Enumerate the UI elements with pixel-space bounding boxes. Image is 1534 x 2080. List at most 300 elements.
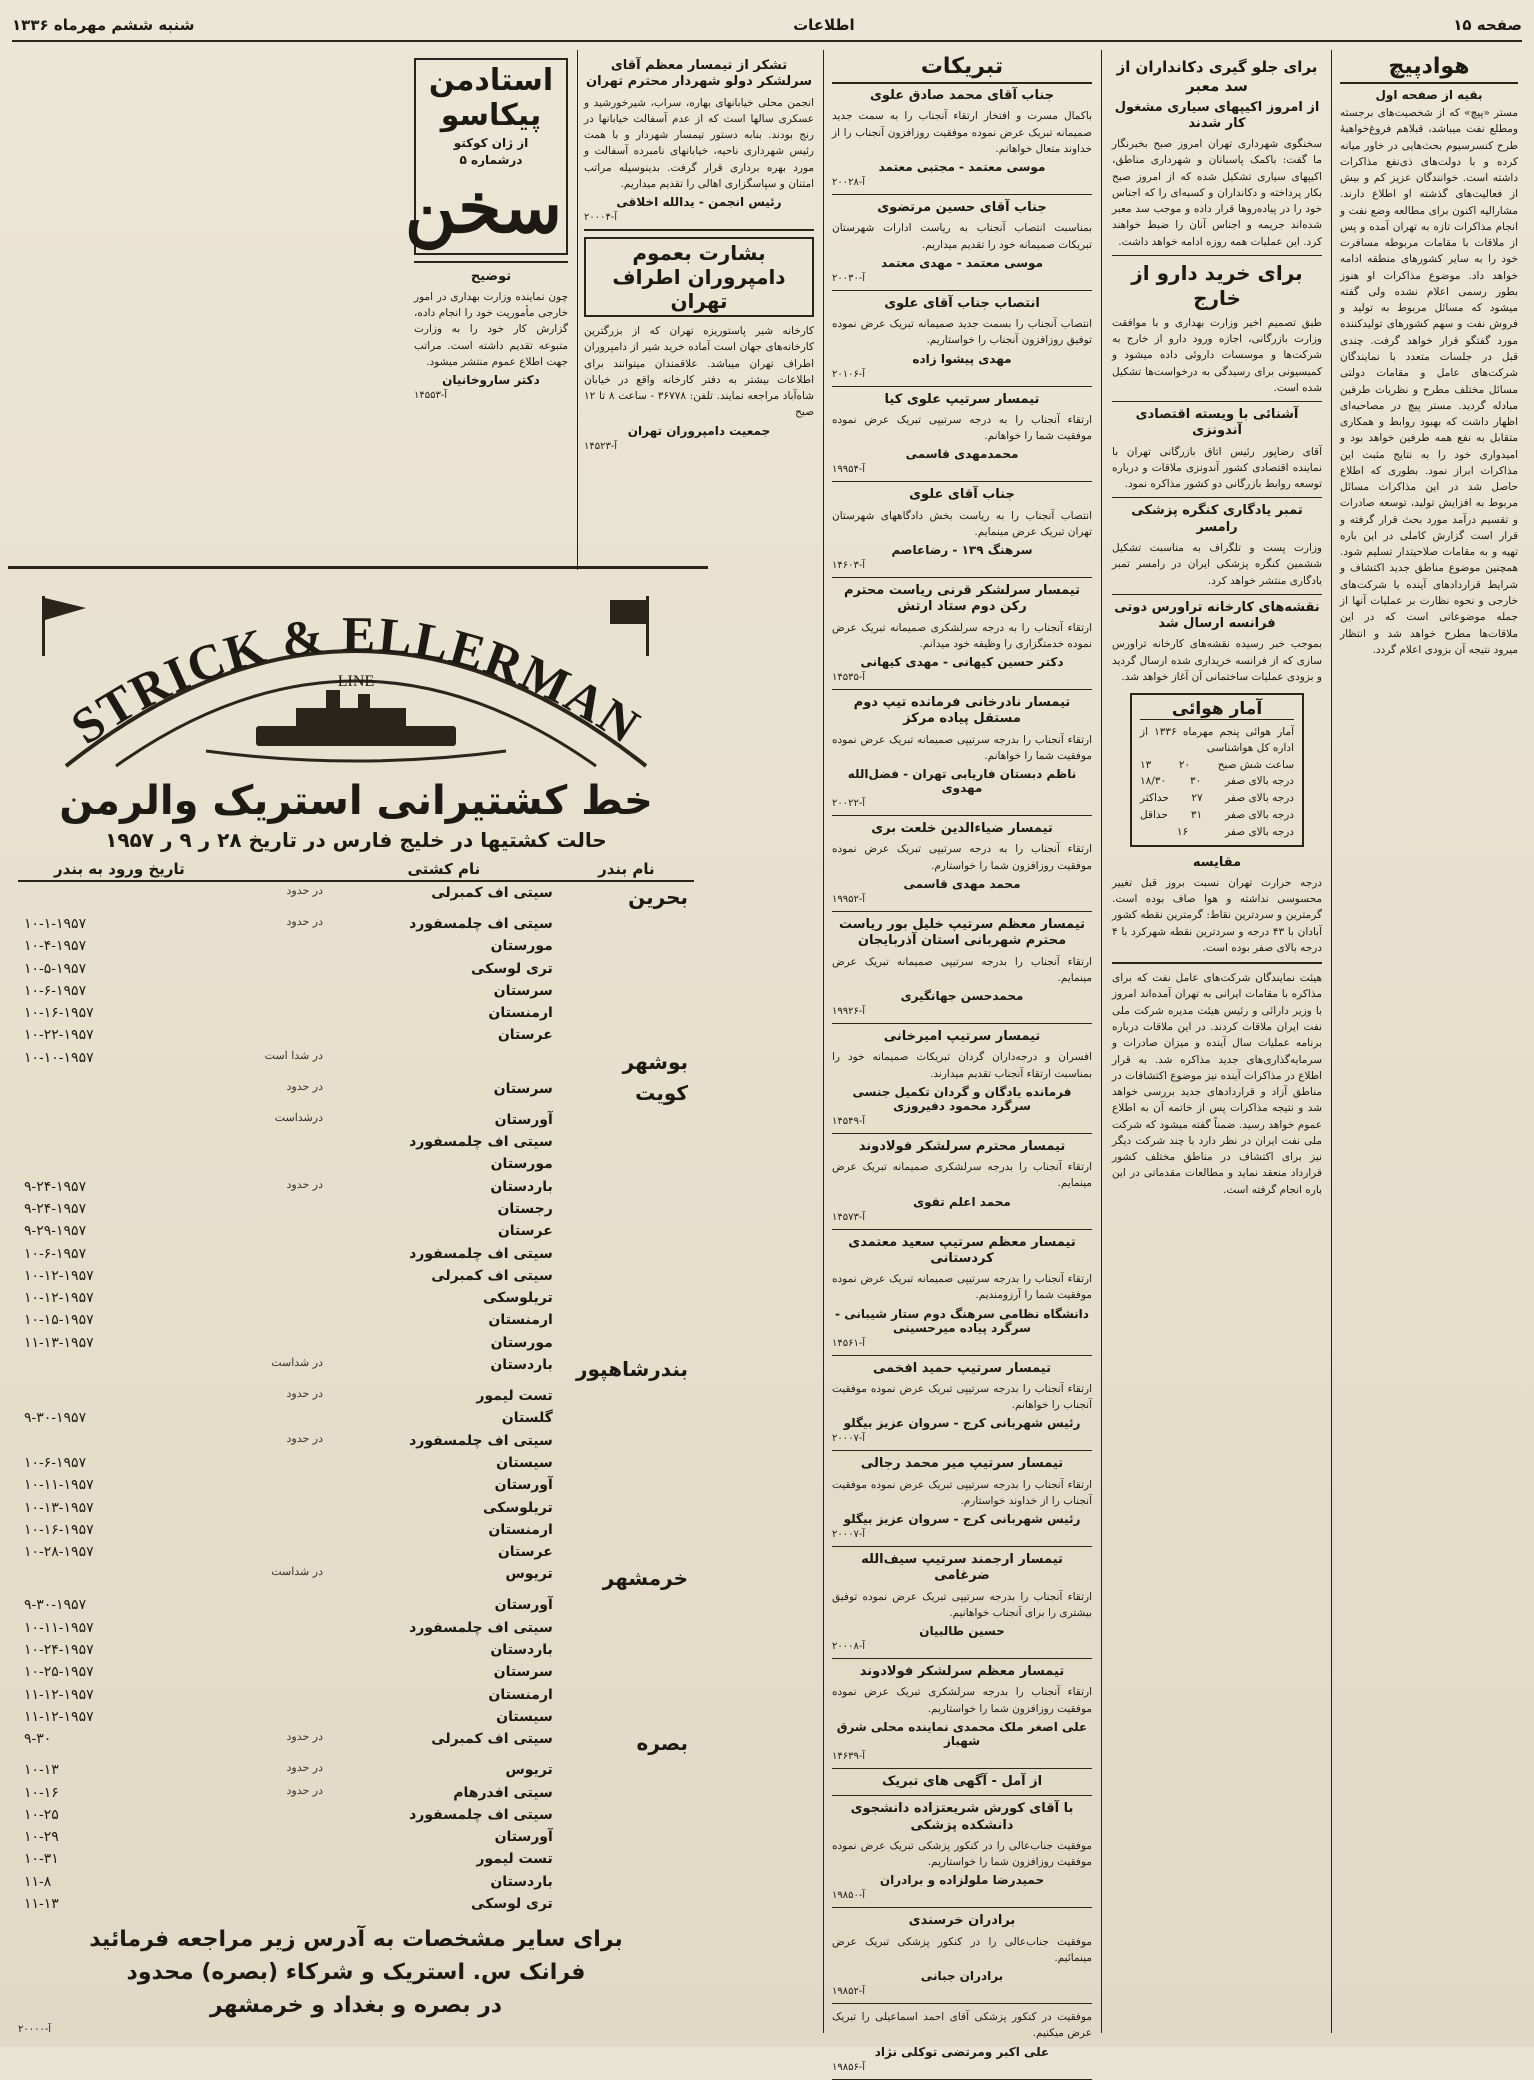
weather-stat-row [1140, 790, 1294, 807]
congrats-headline: جناب آقای حسین مرتضوی [877, 200, 1047, 216]
congrats-body: ارتقاء آنجناب را بدرجه سرتیپی تبریک عرض نموده موفقیت آنجناب را خواهانم. [832, 1382, 1092, 1412]
arrival-note [221, 1617, 329, 1639]
arrival-note: در حدود [286, 1079, 323, 1093]
arrival-note: در شدا است [264, 1048, 323, 1062]
weather-stat-label: درجه بالای صفر [1225, 775, 1294, 788]
congrats-headline: تیمسار سرتیپ حمید افخمی [872, 1360, 1051, 1376]
news-body: درجه حرارت تهران نسبت بروز قبل تغییر محسوسی نداشته و هوا صاف بوده است. گرمترین و سردترین نقاط: گرمترین نقطه کشور آبادان با ۴۳ درجه و سردترین نقطه شهرکرد با ۴ درجه بالای صفر بوده است. [1112, 876, 1322, 954]
weather-stats-intro: آمار هوائی پنجم مهرماه ۱۳۳۶ از اداره کل هواشناسی [1140, 726, 1295, 755]
article-subtitle: بقیه از صفحه اول [1375, 88, 1483, 102]
strick-ellerman-logo [26, 576, 686, 776]
congrats-signature: محمد مهدی قاسمی [903, 877, 1021, 892]
brand-line-label: LINE [337, 673, 375, 690]
congrats-divider [832, 1907, 1092, 1908]
schedule-row [18, 1109, 694, 1131]
arrival-date: ۹-۲۴-۱۹۵۷ [24, 1178, 87, 1195]
port-name [559, 1893, 694, 1915]
ship-name: ارمنستان [488, 1686, 553, 1703]
arrival-date: ۱۰-۵-۱۹۵۷ [24, 960, 87, 977]
congrats-divider [832, 1795, 1092, 1796]
schedule-row [18, 1024, 694, 1046]
sokhan-author: از ژان کوکتو [453, 136, 529, 150]
port-name [559, 935, 694, 957]
arrival-date: ۱۰-۶-۱۹۵۷ [24, 1454, 87, 1471]
congrats-item [832, 88, 1092, 188]
weather-stat-row [1140, 807, 1294, 824]
ship-name: سیتی اف چلمسفورد [409, 1432, 553, 1449]
weather-stat-row [1140, 757, 1294, 774]
congrats-headline: با آقای کورش شریعتزاده دانشجوی دانشکده پزشکی [850, 1801, 1074, 1833]
port-name [559, 1243, 694, 1265]
arrival-note [221, 1198, 329, 1220]
schedule-row [18, 913, 694, 935]
thanks-signature: رئیس انجمن - یدالله اخلاقی [616, 195, 782, 210]
ad-ref: آ-۲۰۰۰۰ [18, 2024, 52, 2036]
port-name [559, 1153, 694, 1175]
schedule-row [18, 1198, 694, 1220]
congrats-headline: تیمسار سرتیپ علوی کیا [884, 391, 1040, 407]
congrats-item [832, 487, 1092, 571]
schedule-row [18, 1782, 694, 1804]
arrival-note: درشداست [274, 1110, 323, 1124]
weather-stat-a: ۱۶ [1176, 825, 1189, 838]
schedule-row [18, 1893, 694, 1915]
congrats-divider [832, 911, 1092, 912]
header-date: تاریخ ورود به بندر [18, 858, 221, 881]
arrival-note [221, 1131, 329, 1153]
weather-stat-b: حداقل [1140, 809, 1168, 821]
ship-name: تریوس [505, 1762, 553, 1779]
arrival-date [18, 1385, 221, 1407]
congrats-body: انتصاب آنجناب را به ریاست بخش دادگاههای شهرستان تهران تبریک عرض مینمایم. [832, 509, 1092, 538]
arrival-note: در حدود [286, 1761, 323, 1775]
congrats-headline: جناب آقای محمد صادق علوی [869, 88, 1055, 103]
port-name [559, 1594, 694, 1616]
arrival-date: ۱۰-۱۱-۱۹۵۷ [24, 1477, 94, 1494]
arrival-date: ۱۰-۶-۱۹۵۷ [24, 982, 87, 999]
ship-name: باردستان [490, 1873, 553, 1890]
congrats-item [832, 1139, 1092, 1223]
weather-stats-box [1130, 693, 1304, 847]
port-name [559, 1497, 694, 1519]
congrats-signature: علی اکبر ومرتضی توکلی نژاد [874, 2044, 1050, 2059]
schedule-row [18, 958, 694, 980]
arrival-note [221, 1024, 329, 1046]
congrats-divider [832, 1546, 1092, 1547]
schedule-row [18, 1047, 694, 1078]
port-name [559, 1519, 694, 1541]
congrats-item [832, 1029, 1092, 1127]
arrival-note [221, 1639, 329, 1661]
schedule-row [18, 1661, 694, 1683]
ship-name: سیتی اف چلمسفورد [409, 1806, 553, 1823]
arrival-date [18, 1109, 221, 1131]
schedule-row [18, 1430, 694, 1452]
arrival-note [221, 980, 329, 1002]
schedule-row [18, 1354, 694, 1385]
port-name [559, 1109, 694, 1131]
arrival-date: ۱۱-۱۳ [24, 1895, 59, 1912]
weather-stat-label: درجه بالای صفر [1225, 825, 1294, 838]
arrival-note [221, 1871, 329, 1893]
congrats-headline: تیمسار معظم سرلشکر فولادوند [859, 1664, 1065, 1680]
ship-name: سرستان [493, 1664, 553, 1681]
schedule-row [18, 1563, 694, 1594]
arrival-date: ۱۱-۸ [24, 1873, 52, 1890]
dairy-ref: آ-۱۴۵۲۳ [584, 440, 618, 452]
congrats-headline: تیمسار سرتیپ میر محمد رجالی [860, 1456, 1064, 1472]
schedule-row [18, 1684, 694, 1706]
schedule-row [18, 1639, 694, 1661]
congrats-headline: تیمسار معظم سرتیپ خلیل بور ریاست محترم شهربانی استان آذربایجان [838, 917, 1086, 949]
port-name [559, 1385, 694, 1407]
port-name [559, 1639, 694, 1661]
port-name [559, 1759, 694, 1781]
congrats-signature: دانشگاه نظامی سرهنگ دوم ستار شیبانی - سرگرد پیاده میرحسینی [835, 1306, 1089, 1335]
arrival-note [221, 935, 329, 957]
ship-name: مورستان [490, 1334, 553, 1351]
congrats-divider [832, 2003, 1092, 2004]
congrats-signature: سرهنگ ۱۳۹ - رضاعاصم [891, 543, 1033, 558]
congrats-body: ارتقاء آنجناب را بدرجه سرلشکری صمیمانه تبریک عرض مینمایم. [832, 1161, 1092, 1190]
arrival-date: ۱۰-۱۳-۱۹۵۷ [24, 1499, 94, 1516]
schedule-row [18, 1826, 694, 1848]
port-name [559, 1848, 694, 1870]
brand-name: STRICK & ELLERMAN [61, 605, 651, 755]
ship-name: عرستان [497, 1544, 553, 1561]
arrival-date [18, 1078, 221, 1109]
news-body: وزارت پست و تلگراف به مناسبت تشکیل ششمین کنگره پزشکی ایران در رامسر تمبر یادگاری منتشر خواهد کرد. [1112, 541, 1322, 587]
port-name [559, 1617, 694, 1639]
arrival-note: در شداست [271, 1356, 323, 1370]
congrats-divider [832, 386, 1092, 387]
port-name [559, 1452, 694, 1474]
congrats-item [832, 296, 1092, 380]
ad-footer-line-3: در بصره و بغداد و خرمشهر [209, 1993, 503, 2019]
port-name [559, 1430, 694, 1452]
column-notices [578, 50, 820, 570]
congrats-ref: آ-۱۹۸۵۰ [832, 1890, 866, 1902]
thanks-ref: آ-۲۰۰۰۴ [584, 212, 618, 224]
schedule-row [18, 1728, 694, 1759]
weather-stat-b: ۱۳ [1140, 758, 1152, 771]
port-name: خرمشهر [602, 1566, 688, 1591]
arrival-date: ۱۰-۲۹ [24, 1829, 59, 1846]
congrats-body: ارتقاء آنجناب را به درجه سرتیپی تبریک عرض نموده موفقیت روزافزون شما را خواستارم. [832, 843, 1092, 872]
ship-name: آورستان [494, 1597, 553, 1614]
news-body: سخنگوی شهرداری تهران امروز صبح بخبرنگار ما گفت: باکمک پاسبانان و شهرداری مناطق، اکیپهای سیاری تشکیل شده که از امروز صبح بکار پرداخته و دکانداران و کسبه‌ای را که اجناس خود را در پیاده‌روها قرار داده و موجب سد معبر شده‌اند جریمه و اجناس آنان را ضبط خواهند کرد. این عملیات همه روزه ادامه خواهد داشت. [1112, 138, 1322, 248]
column-rule [1101, 50, 1102, 2033]
schedule-row [18, 1153, 694, 1175]
column-rule [577, 50, 578, 570]
ship-name: سیتی اف چلمسفورد [409, 1245, 553, 1262]
ship-name: مورستان [490, 938, 553, 955]
congrats-headline: تیمسار ضیاءالدین خلعت بری [871, 821, 1053, 837]
arrival-date: ۱۰-۱۲-۱۹۵۷ [24, 1290, 94, 1307]
congrats-body: موفقیت جناب‌عالی را در کنکور پزشکی تبریک عرض نموده موفقیت روزافزون شما را خواستاریم. [832, 1839, 1092, 1869]
congrats-body: ارتقاء آنجناب را به درجه سرتیپی تبریک عرض نموده موفقیت شما را خواهانم. [832, 413, 1092, 443]
arrival-note [221, 1848, 329, 1870]
port-name [559, 1826, 694, 1848]
masthead [12, 10, 1522, 42]
sokhan-ad [404, 58, 568, 255]
congrats-signature: دکتر حسین کیهانی - مهدی کیهانی [860, 655, 1064, 670]
congrats-signature: محمد اعلم تقوی [913, 1194, 1011, 1209]
ship-name: تریوس [505, 1566, 553, 1583]
arrival-date [18, 1354, 221, 1385]
congrats-ref: آ-۱۹۸۵۶ [832, 2061, 866, 2073]
ship-name: سیستان [496, 1454, 553, 1471]
arrival-note: در حدود [286, 1730, 323, 1744]
congrats-item [832, 1774, 1092, 1790]
congrats-ref: آ-۱۹۹۲۶ [832, 1006, 866, 1018]
article-title: هوادپیچ [1340, 54, 1518, 84]
schedule-row [18, 1706, 694, 1728]
arrival-date: ۱۰-۱۱-۱۹۵۷ [24, 1619, 94, 1636]
port-name [559, 913, 694, 935]
congrats-divider [832, 1023, 1092, 1024]
schedule-row [18, 1497, 694, 1519]
ship-name: گلستان [501, 1410, 553, 1427]
port-name [559, 1176, 694, 1198]
arrival-note [221, 1002, 329, 1024]
arrival-date: ۱۰-۴-۱۹۵۷ [24, 938, 87, 955]
congrats-item [832, 1456, 1092, 1540]
weather-stat-b: حداکثر [1140, 792, 1169, 805]
ship-name: تری لوسکی [471, 1895, 553, 1912]
port-name [559, 1871, 694, 1893]
congrats-signature: مهدی پیشوا زاده [912, 351, 1012, 366]
headline-factory: نقشه‌های کارخانه تراورس دوتی فرانسه ارسال شد [1114, 599, 1320, 632]
arrival-note: در حدود [286, 884, 323, 897]
port-name [559, 1804, 694, 1826]
congrats-ref: آ-۱۴۵۶۱ [832, 1337, 866, 1349]
ship-name: تریلوسکی [483, 1499, 553, 1516]
ship-name: عرستان [497, 1027, 553, 1044]
ship-name: سیتی اف چلمسفورد [409, 916, 553, 932]
column-sokhan-ad [404, 50, 574, 570]
headline-indonesia: آشنائی با ویسته اقتصادی آندونزی [1135, 407, 1299, 439]
arrival-note [221, 1332, 329, 1354]
arrival-date: ۱۰-۱۲-۱۹۵۷ [24, 1267, 94, 1284]
arrival-note [221, 958, 329, 980]
arrival-date: ۱۰-۱۶ [24, 1784, 59, 1801]
shipping-ad [8, 572, 704, 2036]
schedule-row [18, 1594, 694, 1616]
ship-name: سیتی اف کمبرلی [431, 885, 553, 901]
congrats-headline: تیمسار نادرخانی فرمانده تیپ دوم مستقل پیاده مرکز [853, 695, 1071, 727]
ad-footer-line-1: برای سایر مشخصات به آدرس زیر مراجعه فرمائید [89, 1927, 623, 1953]
congrats-ref: آ-۲۰۰۲۲ [832, 798, 866, 810]
congrats-divider [832, 689, 1092, 690]
ship-name: سیتی اف چلمسفورد [409, 1619, 553, 1636]
weather-stats-title: آمار هوائی [1140, 699, 1294, 720]
weather-stat-a: ۳۱ [1190, 809, 1203, 821]
congrats-ref: آ-۱۴۵۷۳ [832, 1211, 866, 1223]
congrats-body: ارتقاء آنجناب را بدرجه سرتیپی صمیمانه تبریک عرض نموده موفقیت شما را خواهانم. [832, 733, 1092, 762]
ad-top-rule [8, 566, 708, 569]
congrats-ref: آ-۱۹۹۵۲ [832, 894, 866, 906]
schedule-row [18, 1078, 694, 1109]
port-name [559, 1474, 694, 1496]
congrats-body: افسران و درجه‌داران گردان تبریکات صمیمانه خود را بمناسبت ارتقاء آنجناب تقدیم میدارند. [832, 1051, 1092, 1080]
congrats-divider [832, 815, 1092, 816]
congrats-item [832, 1664, 1092, 1762]
port-name [559, 1782, 694, 1804]
arrival-date: ۱۱-۱۳-۱۹۵۷ [24, 1334, 94, 1351]
arrival-date: ۹-۲۴-۱۹۵۷ [24, 1200, 87, 1217]
schedule-row [18, 1452, 694, 1474]
congrats-body: ارتقاء آنجناب را بدرجه سرتیپی صمیمانه تبریک عرض مینمایم. [832, 955, 1092, 984]
congrats-signature: فرمانده یادگان و گردان تکمیل جنسی سرگرد محمود دفیروزی [852, 1084, 1072, 1113]
arrival-date: ۱۰-۲۲-۱۹۵۷ [24, 1027, 94, 1044]
weather-stat-b: ۱۸/۳۰ [1140, 775, 1167, 788]
schedule-row [18, 1265, 694, 1287]
port-name: بصره [636, 1731, 688, 1756]
congrats-item [832, 1801, 1092, 1901]
congrats-signature: ناظم دبستان فاریابی تهران - فضل‌الله مهدوی [847, 767, 1077, 796]
congrats-divider [832, 1355, 1092, 1356]
ship-name: تری لوسکی [471, 960, 553, 977]
congrats-ref: آ-۲۰۰۰۸ [832, 1641, 866, 1653]
congrats-signature: محمدحسن جهانگیری [900, 989, 1024, 1004]
arrival-note: در حدود [286, 1177, 323, 1191]
arrival-note [221, 1287, 329, 1309]
arrival-date: ۱۰-۲۵-۱۹۵۷ [24, 1664, 94, 1681]
arrival-date: ۹-۳۰-۱۹۵۷ [24, 1597, 87, 1614]
schedule-row [18, 980, 694, 1002]
ship-name: رجستان [497, 1200, 553, 1217]
port-name [559, 1407, 694, 1429]
article-body: مستر «پیچ» که از شخصیت‌های برجسته ومطلع نفت میباشد، قبلاهم فروغ‌خواهیهٔ طرح کنسرسیوم بحث‌هایی در خاور میانه کرده و با دولت‌های ذی‌نفع مذاکرات داشته است. خوانندگان عزیز کم و بیش از فعالیت‌های گذشته او اطلاع دارند. مشارالیه اکنون برای مطالعه وضع نفت و انجام مذاکرات تازه به تهران آمده و پس از ملاقات با مقامات مربوطه مسافرت خود را به سایر کشورهای منطقه ادامه خواهد داد. موضوع مذاکرات او هنوز بطور رسمی اعلام نشده ولی گفته میشود که مسائل مربوط به تولید و فروش نفت و سهم کشورهای تولیدکننده مورد گفتگو قرار خواهد گرفت. چندی قبل در جلسات متعدد با نمایندگان شرکت‌های عامل و مقامات دولتی مسائل مختلف مطرح و نظریات طرفین مبادله گردید. مستر پیچ در مصاحبه‌ای اظهار داشت که بهبود روابط و همکاری متقابل به نفع همه طرفین خواهد بود و امیدواری خود را به نتایج مثبت این مذاکرات ابراز نمود. بطوری که اطلاع حاصل شد در این مذاکرات مسائل مربوط به افزایش تولید، توسعه صادرات و تقسیم درآمد مورد بحث قرار گرفته و قرار است گزارش کاملی در این باره تهیه و به مقامات صلاحیتدار تسلیم شود. همچنین موضوع مناطق جدید اکتشاف و شرایط قراردادهای آینده با شرکت‌های خارجی و نحوه نظارت بر عملیات آنها از جمله موضوعاتی است که در این ملاقات‌ها مطرح خواهد شد و انتظار میرود نتیجه آن بزودی اعلام گردد. [1340, 107, 1518, 656]
congrats-divider [832, 1658, 1092, 1659]
notice-headline: توضیح [470, 268, 512, 284]
port-name [559, 1684, 694, 1706]
notice-signature: دکتر ساروخانیان [442, 373, 540, 388]
column-rule [1331, 50, 1332, 2033]
thanks-body: انجمن محلی خیابانهای بهاره، سراب، شیرخورشید و عسکری سالها است که از عدم آسفالت خیابانها در رنج بودند. بنابه دستور تیمسار شهردار و با همت رئیس شهرداری ناحیه، خیابانهای نامبرده آسفالت و مورد بهره برداری قرار گرفت. بدینوسیله مراتب امتنان و سپاسگزاری اهالی را تقدیم میداریم. [584, 96, 814, 190]
ship-name: آورستان [494, 1477, 553, 1494]
congrats-body: ارتقاء آنجناب را بدرجه سرتیپی صمیمانه تبریک عرض نموده موفقیت شما را آرزومندیم. [832, 1273, 1092, 1302]
arrival-note [221, 1519, 329, 1541]
headline-sidewalk: برای جلو گیری دکانداران از سد معبر [1116, 58, 1318, 95]
congrats-body: انتصاب آنجناب را بسمت جدید صمیمانه تبریک عرض نموده توفیق روزافزون آنجناب را خواستاریم. [832, 318, 1092, 347]
schedule-row [18, 935, 694, 957]
arrival-note: در حدود [286, 915, 323, 928]
arrival-note [221, 1826, 329, 1848]
weather-stat-row [1140, 773, 1294, 790]
congrats-signature: رئیس شهربانی کرج - سروان عزیز بیگلو [843, 1512, 1081, 1527]
ship-name: سیستان [496, 1708, 553, 1725]
schedule-row [18, 881, 694, 913]
congrats-ref: آ-۱۴۶۳۹ [832, 1751, 866, 1763]
schedule-row [18, 1176, 694, 1198]
port-name [559, 1198, 694, 1220]
headline-stamp: تمبر یادگاری کنگره پزشکی رامسر [1131, 503, 1303, 535]
congrats-item [832, 583, 1092, 683]
arrival-note [221, 1497, 329, 1519]
schedule-row [18, 1243, 694, 1265]
schedule-row [18, 1287, 694, 1309]
arrival-date: ۱۰-۳۱ [24, 1851, 59, 1868]
ship-name: باردستان [490, 1178, 553, 1195]
arrival-note [221, 1265, 329, 1287]
port-name [559, 1220, 694, 1242]
congrats-item [832, 392, 1092, 476]
arrival-date: ۹-۳۰-۱۹۵۷ [24, 1410, 87, 1427]
ad-footer [18, 1923, 694, 2022]
flag-left-icon [42, 596, 86, 656]
congrats-body: ارتقاء آنجناب را بدرجه سرتیپی تبریک عرض نموده موفقیت آنجناب را از خداوند خواستارم. [832, 1478, 1092, 1507]
weather-stat-a: ۳۰ [1189, 775, 1202, 788]
congrats-item [832, 1361, 1092, 1445]
page-number: صفحه ۱۵ [1453, 16, 1522, 34]
schedule-row [18, 1759, 694, 1781]
congrats-ref: آ-۲۰۱۰۶ [832, 368, 866, 380]
port-name [559, 958, 694, 980]
arrival-note [221, 1594, 329, 1616]
ad-footer-line-2: فرانک س. استریک و شرکاء (بصره) محدود [126, 1960, 586, 1986]
sokhan-title-1: استادمن [428, 63, 554, 98]
congrats-headline: تیمسار ارجمند سرتیپ سیف‌الله ضرغامی [861, 1552, 1063, 1584]
arrival-date [18, 1131, 221, 1153]
port-name [559, 980, 694, 1002]
sokhan-title-2: پیکاسو [440, 97, 542, 133]
ship-name: سرستان [493, 982, 553, 999]
ship-name: تست لیمور [476, 1851, 553, 1868]
congrats-divider [832, 1768, 1092, 1769]
congrats-divider [832, 194, 1092, 195]
ship-name: مورستان [490, 1156, 553, 1173]
flag-right-icon [610, 596, 649, 656]
congrats-item [832, 917, 1092, 1017]
ship-name: عرستان [497, 1223, 553, 1240]
congrats-ref: آ-۱۹۹۵۴ [832, 464, 866, 476]
arrival-date: ۱۰-۱۳ [24, 1762, 59, 1779]
arrival-note [221, 1220, 329, 1242]
port-name: بوشهر [622, 1049, 688, 1074]
schedule-row [18, 1474, 694, 1496]
thanks-headline: تشکر از تیمسار معظم آقای سرلشکر دولو شهردار محترم تهران [585, 58, 813, 90]
congrats-ref: آ-۲۰۰۰۷ [832, 1529, 866, 1541]
schedule-row [18, 1002, 694, 1024]
schedule-row [18, 1332, 694, 1354]
congrats-item [832, 2009, 1092, 2073]
arrival-date: ۱۰-۲۵ [24, 1806, 59, 1823]
ship-name: ارمنستان [488, 1005, 553, 1022]
ad-title: خط کشتیرانی استریک والرمن [59, 778, 653, 824]
arrival-date: ۱۰-۱-۱۹۵۷ [24, 916, 87, 932]
congrats-headline: انتصاب جناب آقای علوی [884, 295, 1040, 311]
arrival-date: ۱۰-۶-۱۹۵۷ [24, 1245, 87, 1262]
arrival-note [221, 1309, 329, 1331]
column-news [1106, 50, 1328, 2033]
schedule-row [18, 1848, 694, 1870]
weather-stat-a: ۲۷ [1191, 792, 1203, 805]
arrival-date [18, 1153, 221, 1175]
arrival-note [221, 1407, 329, 1429]
port-name [559, 1024, 694, 1046]
arrival-date: ۱۱-۱۲-۱۹۵۷ [24, 1686, 94, 1703]
arrival-note [221, 1153, 329, 1175]
port-name: بحرین [628, 885, 688, 909]
congrats-item [832, 1235, 1092, 1349]
schedule-row [18, 1385, 694, 1407]
notice-ref: آ-۱۴۵۵۳ [414, 390, 448, 402]
dairy-body: کارخانه شیر پاستوریزه تهران که از بزرگترین کارخانه‌های جهان است آماده خرید شیر از دامپروران اطراف تهران میباشد. علاقمندان میتوانند برای اطلاعات بیشتر به دفتر کارخانه واقع در خیابان شاه‌آباد مراجعه نمایند. تلفن: ۳۶۷۷۸ - ساعت ۸ تا ۱۲ صبح [584, 325, 814, 419]
column-congratulations [826, 50, 1098, 2073]
ship-name: سیتی افدرهام [453, 1784, 553, 1801]
